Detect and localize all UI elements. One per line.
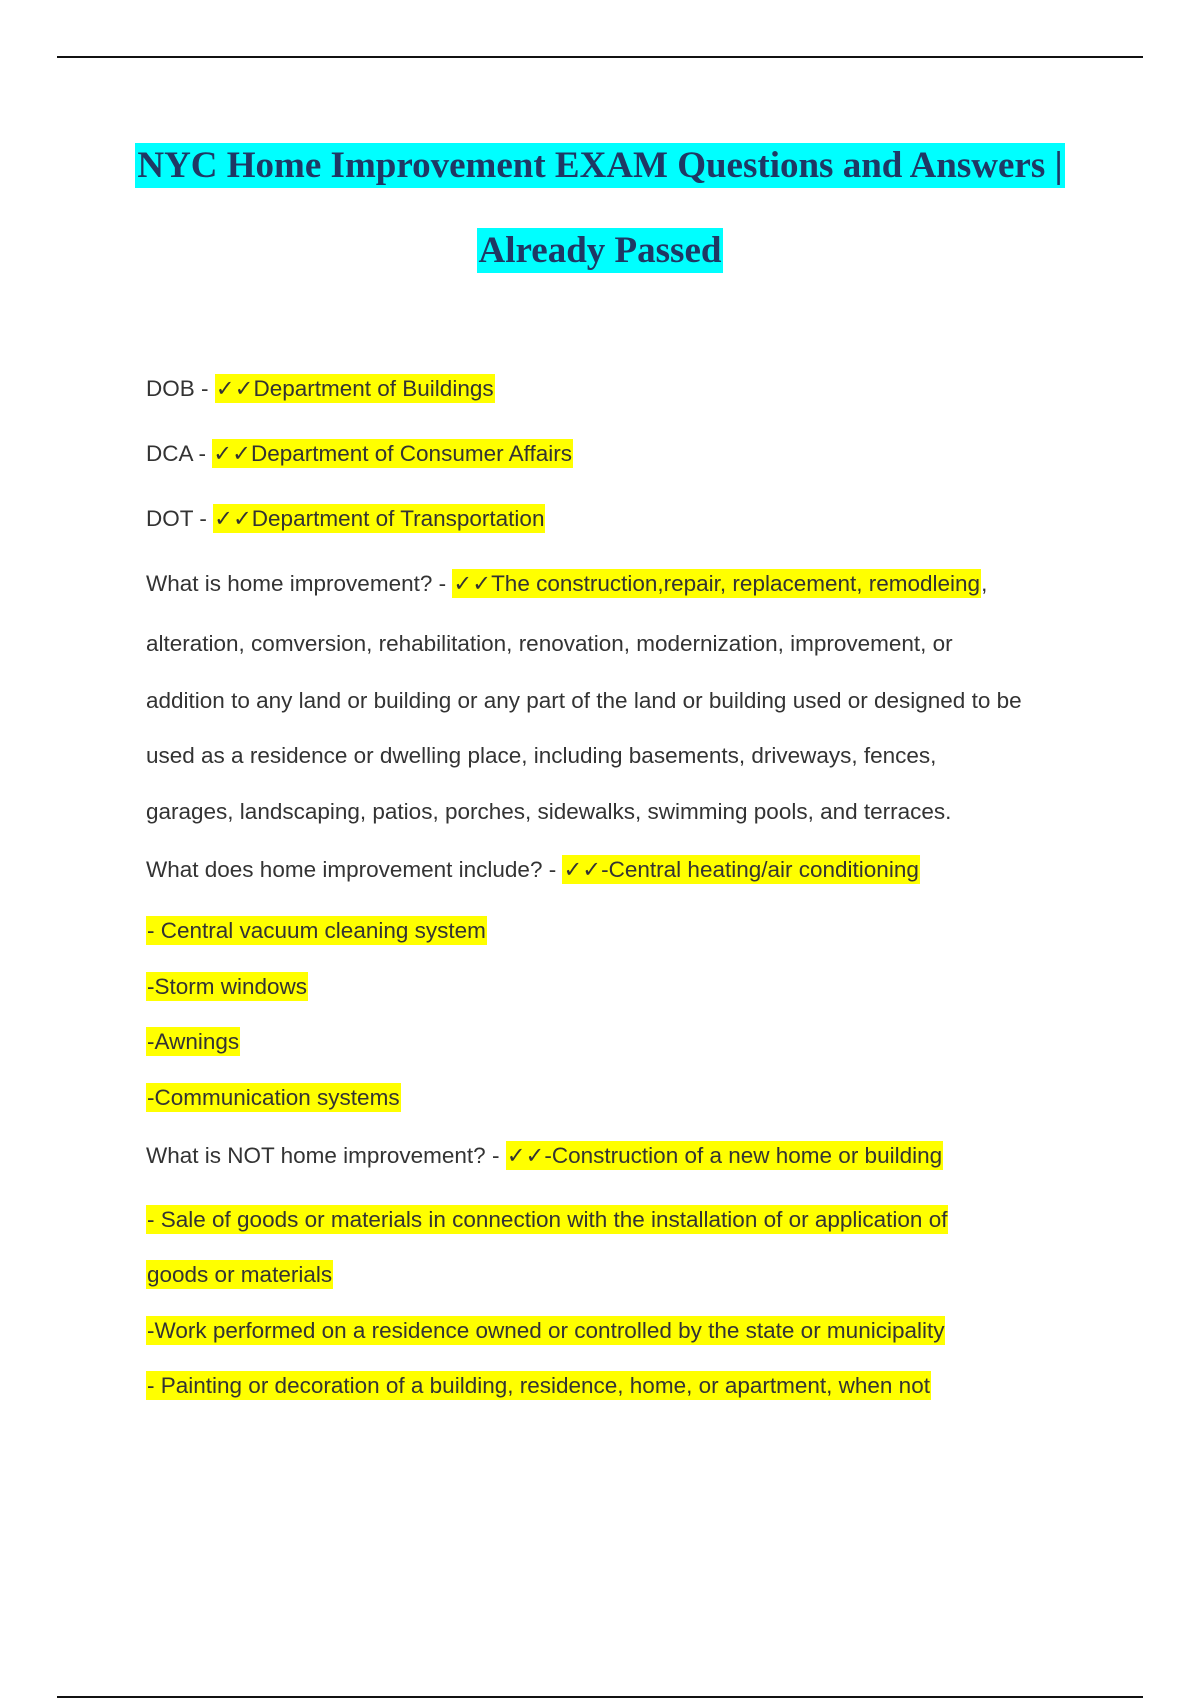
document-title-line-2 [0,229,1200,272]
list-item [146,1314,945,1348]
entry-dca [146,437,573,471]
question-not-includes [146,1139,943,1173]
list-item [146,1258,333,1292]
question-label: What is NOT home improvement? - [146,1143,506,1168]
answer-highlight: -Work performed on a residence owned or controlled by the state or municipality [147,1318,945,1343]
answer-highlight: ✓✓The construction,repair, replacement, remodleing [453,571,981,596]
paragraph-line: garages, landscaping, patios, porches, sidewalks, swimming pools, and terraces. [146,799,952,824]
answer-highlight: -Storm windows [147,974,308,999]
top-rule [57,56,1143,58]
entry-dob [146,372,495,406]
list-item [146,1081,401,1115]
term-label: DOT - [146,506,214,531]
answer-highlight: - Painting or decoration of a building, residence, home, or apartment, when not [147,1373,930,1398]
answer-highlight: - Sale of goods or materials in connection with the installation of or application of [147,1207,948,1232]
list-item [146,1203,948,1237]
question-includes [146,853,920,887]
question-what-is [146,567,987,601]
answer-highlight: - Central vacuum cleaning system [147,918,486,943]
bottom-rule [57,1696,1143,1698]
paragraph-line: used as a residence or dwelling place, including basements, driveways, fences, [146,743,937,768]
answer-highlight: ✓✓Department of Transportation [214,506,545,531]
list-item [146,914,487,948]
answer-highlight: -Communication systems [147,1085,400,1110]
answer-highlight: ✓✓Department of Consumer Affairs [213,441,572,466]
answer-highlight: ✓✓-Central heating/air conditioning [563,857,919,882]
title-highlight-2: Already Passed [478,230,722,271]
term-label: DCA - [146,441,213,466]
answer-highlight: goods or materials [147,1262,333,1287]
list-item [146,970,308,1004]
term-label: DOB - [146,376,215,401]
paragraph-line: alteration, comversion, rehabilitation, renovation, modernization, improvement, or [146,631,953,656]
question-label: What is home improvement? - [146,571,453,596]
list-item [146,1025,240,1059]
document-title-line-1 [0,144,1200,187]
answer-highlight: ✓✓-Construction of a new home or building [506,1143,943,1168]
list-item [146,1369,931,1403]
paragraph-line: addition to any land or building or any part of the land or building used or designed to be [146,688,1022,713]
entry-dot [146,502,545,536]
answer-highlight: -Awnings [147,1029,240,1054]
answer-tail: , [981,571,988,596]
question-label: What does home improvement include? - [146,857,563,882]
title-highlight-1: NYC Home Improvement EXAM Questions and Answers | [137,145,1063,186]
answer-highlight: ✓✓Department of Buildings [215,376,494,401]
